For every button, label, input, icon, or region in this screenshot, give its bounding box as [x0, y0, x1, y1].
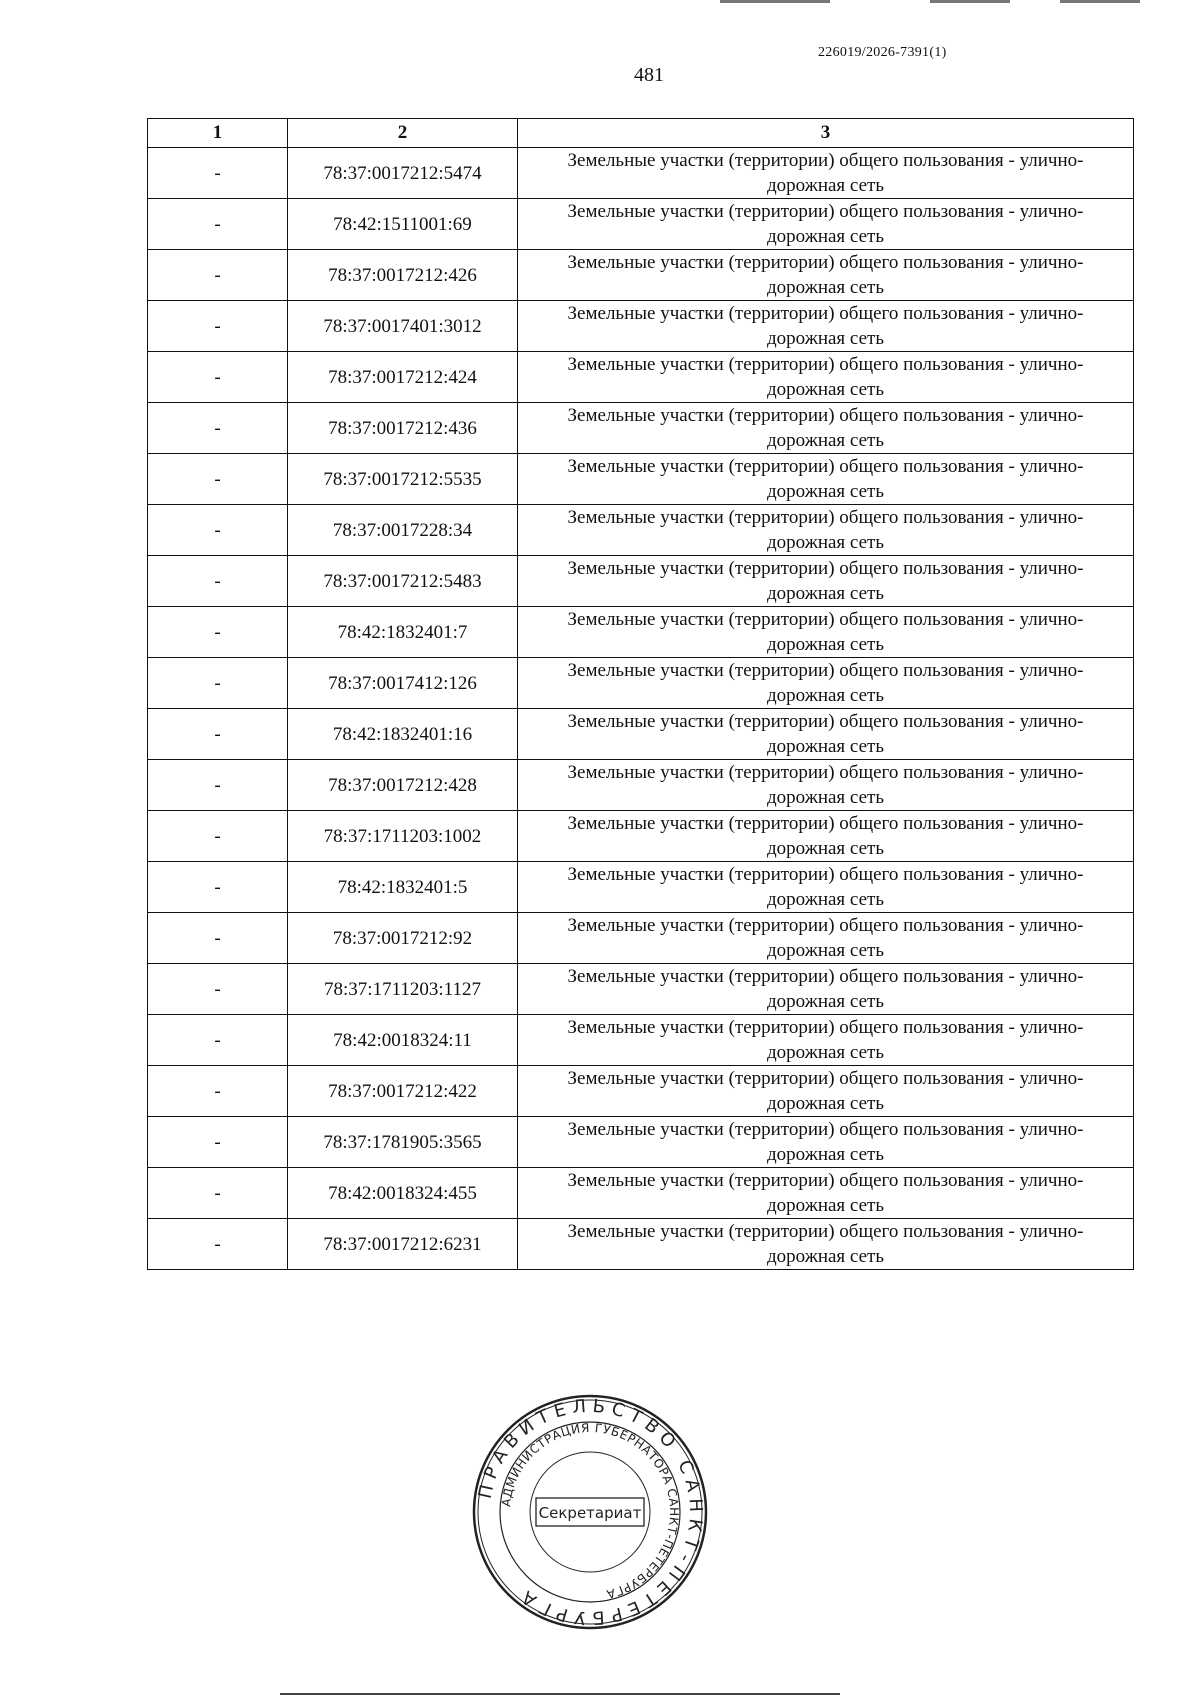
land-use-description: Земельные участки (территории) общего пользования - улично-дорожная сеть — [518, 352, 1134, 403]
cadastral-number: 78:42:1832401:16 — [288, 709, 518, 760]
table-row — [148, 199, 1134, 250]
table-row — [148, 1066, 1134, 1117]
table-row — [148, 964, 1134, 1015]
row-number: - — [148, 1219, 288, 1270]
row-number: - — [148, 811, 288, 862]
land-plots-table — [147, 118, 1134, 1270]
cadastral-number: 78:42:1832401:7 — [288, 607, 518, 658]
table-row — [148, 1015, 1134, 1066]
cadastral-number: 78:42:0018324:455 — [288, 1168, 518, 1219]
land-use-description: Земельные участки (территории) общего пользования - улично-дорожная сеть — [518, 658, 1134, 709]
row-number: - — [148, 760, 288, 811]
row-number: - — [148, 250, 288, 301]
table-row — [148, 352, 1134, 403]
column-header-1: 1 — [148, 119, 288, 148]
table-row — [148, 913, 1134, 964]
cadastral-number: 78:42:1511001:69 — [288, 199, 518, 250]
land-use-description: Земельные участки (территории) общего пользования - улично-дорожная сеть — [518, 709, 1134, 760]
table-row — [148, 250, 1134, 301]
column-header-2: 2 — [288, 119, 518, 148]
land-use-description: Земельные участки (территории) общего пользования - улично-дорожная сеть — [518, 301, 1134, 352]
row-number: - — [148, 1168, 288, 1219]
official-seal — [470, 1392, 710, 1632]
cadastral-number: 78:37:1781905:3565 — [288, 1117, 518, 1168]
table-body — [148, 148, 1134, 1270]
cadastral-number: 78:37:0017212:5483 — [288, 556, 518, 607]
row-number: - — [148, 301, 288, 352]
land-use-description: Земельные участки (территории) общего пользования - улично-дорожная сеть — [518, 1066, 1134, 1117]
cadastral-number: 78:37:0017212:5535 — [288, 454, 518, 505]
row-number: - — [148, 658, 288, 709]
land-use-description: Земельные участки (территории) общего пользования - улично-дорожная сеть — [518, 403, 1134, 454]
row-number: - — [148, 505, 288, 556]
cadastral-number: 78:37:0017412:126 — [288, 658, 518, 709]
land-use-description: Земельные участки (территории) общего пользования - улично-дорожная сеть — [518, 862, 1134, 913]
row-number: - — [148, 556, 288, 607]
land-use-description: Земельные участки (территории) общего пользования - улично-дорожная сеть — [518, 1219, 1134, 1270]
land-use-description: Земельные участки (территории) общего пользования - улично-дорожная сеть — [518, 1168, 1134, 1219]
table-row — [148, 1168, 1134, 1219]
cadastral-number: 78:37:0017212:428 — [288, 760, 518, 811]
table-row — [148, 505, 1134, 556]
land-use-description: Земельные участки (территории) общего пользования - улично-дорожная сеть — [518, 1015, 1134, 1066]
row-number: - — [148, 1015, 288, 1066]
cadastral-number: 78:37:0017212:6231 — [288, 1219, 518, 1270]
column-header-3: 3 — [518, 119, 1134, 148]
table-row — [148, 1219, 1134, 1270]
table-row — [148, 301, 1134, 352]
cadastral-number: 78:37:0017212:5474 — [288, 148, 518, 199]
table-row — [148, 709, 1134, 760]
cadastral-number: 78:37:0017212:422 — [288, 1066, 518, 1117]
row-number: - — [148, 1066, 288, 1117]
cadastral-number: 78:37:0017212:426 — [288, 250, 518, 301]
land-use-description: Земельные участки (территории) общего пользования - улично-дорожная сеть — [518, 454, 1134, 505]
land-use-description: Земельные участки (территории) общего пользования - улично-дорожная сеть — [518, 250, 1134, 301]
cadastral-number: 78:37:0017212:424 — [288, 352, 518, 403]
row-number: - — [148, 199, 288, 250]
table-row — [148, 811, 1134, 862]
row-number: - — [148, 454, 288, 505]
row-number: - — [148, 913, 288, 964]
seal-center-text: Секретариат — [538, 1504, 642, 1522]
land-use-description: Земельные участки (территории) общего пользования - улично-дорожная сеть — [518, 760, 1134, 811]
row-number: - — [148, 862, 288, 913]
row-number: - — [148, 607, 288, 658]
table-row — [148, 862, 1134, 913]
table-row — [148, 556, 1134, 607]
table-header-row — [148, 119, 1134, 148]
row-number: - — [148, 352, 288, 403]
row-number: - — [148, 964, 288, 1015]
land-use-description: Земельные участки (территории) общего пользования - улично-дорожная сеть — [518, 607, 1134, 658]
table-row — [148, 1117, 1134, 1168]
table-row — [148, 148, 1134, 199]
land-use-description: Земельные участки (территории) общего пользования - улично-дорожная сеть — [518, 964, 1134, 1015]
cadastral-number: 78:42:1832401:5 — [288, 862, 518, 913]
table-row — [148, 607, 1134, 658]
land-use-description: Земельные участки (территории) общего пользования - улично-дорожная сеть — [518, 913, 1134, 964]
seal-outer-text: ПРАВИТЕЛЬСТВО САНКТ-ПЕТЕРБУРГА — [474, 1395, 707, 1629]
land-use-description: Земельные участки (территории) общего пользования - улично-дорожная сеть — [518, 505, 1134, 556]
cadastral-number: 78:37:0017212:92 — [288, 913, 518, 964]
cadastral-number: 78:37:1711203:1002 — [288, 811, 518, 862]
land-use-description: Земельные участки (территории) общего пользования - улично-дорожная сеть — [518, 556, 1134, 607]
land-use-description: Земельные участки (территории) общего пользования - улично-дорожная сеть — [518, 811, 1134, 862]
cadastral-number: 78:37:0017401:3012 — [288, 301, 518, 352]
table-row — [148, 403, 1134, 454]
seal-inner-text: АДМИНИСТРАЦИЯ ГУБЕРНАТОРА САНКТ-ПЕТЕРБУРГА — [499, 1420, 682, 1602]
page-number: 481 — [634, 64, 664, 86]
land-use-description: Земельные участки (территории) общего пользования - улично-дорожная сеть — [518, 1117, 1134, 1168]
scan-artifact-top — [720, 0, 1140, 6]
land-use-description: Земельные участки (территории) общего пользования - улично-дорожная сеть — [518, 199, 1134, 250]
cadastral-number: 78:42:0018324:11 — [288, 1015, 518, 1066]
row-number: - — [148, 403, 288, 454]
document-number: 226019/2026-7391(1) — [818, 45, 947, 60]
row-number: - — [148, 1117, 288, 1168]
table-row — [148, 760, 1134, 811]
footer-divider — [280, 1693, 840, 1695]
table-row — [148, 658, 1134, 709]
cadastral-number: 78:37:0017228:34 — [288, 505, 518, 556]
row-number: - — [148, 148, 288, 199]
table-row — [148, 454, 1134, 505]
cadastral-number: 78:37:1711203:1127 — [288, 964, 518, 1015]
land-use-description: Земельные участки (территории) общего пользования - улично-дорожная сеть — [518, 148, 1134, 199]
cadastral-number: 78:37:0017212:436 — [288, 403, 518, 454]
row-number: - — [148, 709, 288, 760]
